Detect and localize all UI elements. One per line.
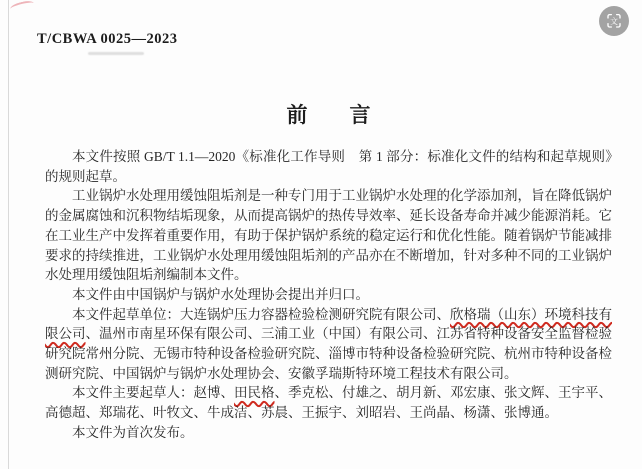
doc-code: T/CBWA 0025—2023 <box>37 31 178 47</box>
scan-artifact-smudge <box>88 52 144 55</box>
drafters-marked-text: 田民格 <box>234 385 275 401</box>
drafting-orgs-prefix: 本文件起草单位：大连锅炉压力容器检验检测研究院有限公司、 <box>72 306 450 322</box>
ocr-scan-icon <box>605 12 623 30</box>
paragraph-drafting-rules: 本文件按照 GB/T 1.1—2020《标准化工作导则 第 1 部分：标准化文件的结构和起草规则》的规则起草。 <box>45 149 612 184</box>
drafting-orgs-suffix: 、温州市南星环保有限公司、三浦工业（中国）有限公司、江苏省特种设备安全监督检验研究院常州分院、无锡市特种设备检验研究院、淄博市特种设备检验研究院、杭州市特种设备检测研究院、中国锅炉与锅炉水处理协会、安徽孚瑞斯特环境工程技术有限公司。 <box>45 326 612 381</box>
paragraph-drafting-organizations <box>45 305 612 384</box>
paragraph-first-issue: 本文件为首次发布。 <box>72 424 194 440</box>
paragraph-background: 工业锅炉水处理用缓蚀阻垢剂是一种专门用于工业锅炉水处理的化学添加剂，旨在降低锅炉的金属腐蚀和沉积物结垢现象，从而提高锅炉的热传导效率、延长设备寿命并减少能源消耗。它在工业生产中发挥着重要作用，有助于保护锅炉系统的稳定运行和优化性能。随着锅炉节能减排要求的持续推进，工业锅炉水处理用缓蚀阻垢剂的产品亦在不断增加，针对多种不同的工业锅炉水处理用缓蚀阻垢剂编制本文件。 <box>45 188 612 283</box>
drafters-prefix: 本文件主要起草人：赵博、 <box>72 385 234 401</box>
drafters-suffix: 、季克松、付雄之、胡月新、邓宏康、张文辉、王宇平、高德超、郑瑞花、叶牧文、牛成洁、苏晨、王振宇、刘昭岩、王尚晶、杨潇、张博通。 <box>45 385 612 421</box>
drafting-orgs-marked-text: 欣格瑞（山东）环境科技有限公司 <box>45 306 612 342</box>
paragraph-proposed-by: 本文件由中国锅炉与锅炉水处理协会提出并归口。 <box>72 286 369 302</box>
ocr-glyph-text: 文 <box>610 17 618 26</box>
page-left-edge-line <box>8 0 9 469</box>
scan-artifact-scribble <box>9 0 34 13</box>
extract-text-button[interactable] <box>599 6 629 36</box>
foreword-title: 前 言 <box>286 103 371 127</box>
paragraph-main-drafters <box>45 383 612 422</box>
foreword-body <box>45 147 612 443</box>
